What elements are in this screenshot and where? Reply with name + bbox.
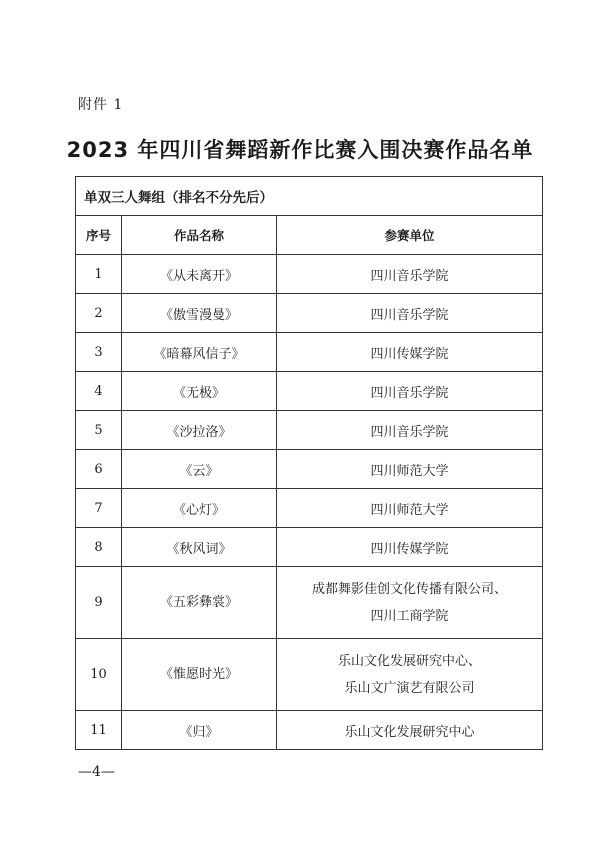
table-row <box>76 255 543 294</box>
work-name: 《沙拉洛》 <box>122 411 277 450</box>
unit-line: 四川师范大学 <box>370 502 449 518</box>
table-row <box>76 372 543 411</box>
table-row <box>76 294 543 333</box>
table-row <box>76 639 543 711</box>
row-number: 7 <box>76 489 122 528</box>
unit-line: 四川音乐学院 <box>370 424 449 440</box>
unit-line: 四川工商学院 <box>370 608 449 624</box>
unit-line: 四川音乐学院 <box>370 268 449 284</box>
work-name: 《从未离开》 <box>122 255 277 294</box>
unit-line: 四川传媒学院 <box>370 346 449 362</box>
participating-unit <box>277 372 543 411</box>
unit-line: 乐山文广演艺有限公司 <box>344 680 475 696</box>
work-name: 《暗幕风信子》 <box>122 333 277 372</box>
participating-unit <box>277 333 543 372</box>
row-number: 3 <box>76 333 122 372</box>
unit-line: 四川音乐学院 <box>370 385 449 401</box>
participating-unit <box>277 255 543 294</box>
page-number: —4— <box>78 764 115 780</box>
attachment-label: 附件 1 <box>78 97 124 113</box>
row-number: 8 <box>76 528 122 567</box>
row-number: 10 <box>76 639 122 711</box>
row-number: 6 <box>76 450 122 489</box>
unit-line: 四川传媒学院 <box>370 541 449 557</box>
table-row <box>76 567 543 639</box>
row-number: 4 <box>76 372 122 411</box>
table-row <box>76 450 543 489</box>
participating-unit <box>277 294 543 333</box>
participating-unit <box>277 489 543 528</box>
table-row <box>76 489 543 528</box>
row-number: 9 <box>76 567 122 639</box>
participating-unit <box>277 639 543 711</box>
work-name: 《归》 <box>122 711 277 750</box>
work-name: 《无极》 <box>122 372 277 411</box>
participating-unit <box>277 711 543 750</box>
work-name: 《惟愿时光》 <box>122 639 277 711</box>
participating-unit <box>277 411 543 450</box>
row-number: 1 <box>76 255 122 294</box>
unit-line: 乐山文化发展研究中心 <box>344 724 475 740</box>
group-title: 单双三人舞组（排名不分先后） <box>76 177 543 216</box>
table-row <box>76 411 543 450</box>
table-row <box>76 333 543 372</box>
participating-unit <box>277 567 543 639</box>
row-number: 5 <box>76 411 122 450</box>
participating-unit <box>277 450 543 489</box>
table-row <box>76 528 543 567</box>
unit-line: 乐山文化发展研究中心、 <box>337 653 481 669</box>
participating-unit <box>277 528 543 567</box>
unit-line: 四川师范大学 <box>370 463 449 479</box>
row-number: 2 <box>76 294 122 333</box>
row-number: 11 <box>76 711 122 750</box>
header-unit: 参赛单位 <box>277 216 543 255</box>
finalist-table <box>75 176 543 750</box>
unit-line: 四川音乐学院 <box>370 307 449 323</box>
header-work: 作品名称 <box>122 216 277 255</box>
table-row <box>76 711 543 750</box>
unit-line: 成都舞影佳创文化传播有限公司、 <box>311 581 507 597</box>
work-name: 《心灯》 <box>122 489 277 528</box>
document-title: 2023 年四川省舞蹈新作比赛入围决赛作品名单 <box>66 138 534 162</box>
header-no: 序号 <box>76 216 122 255</box>
work-name: 《傲雪漫曼》 <box>122 294 277 333</box>
work-name: 《云》 <box>122 450 277 489</box>
work-name: 《秋风词》 <box>122 528 277 567</box>
work-name: 《五彩彝裳》 <box>122 567 277 639</box>
